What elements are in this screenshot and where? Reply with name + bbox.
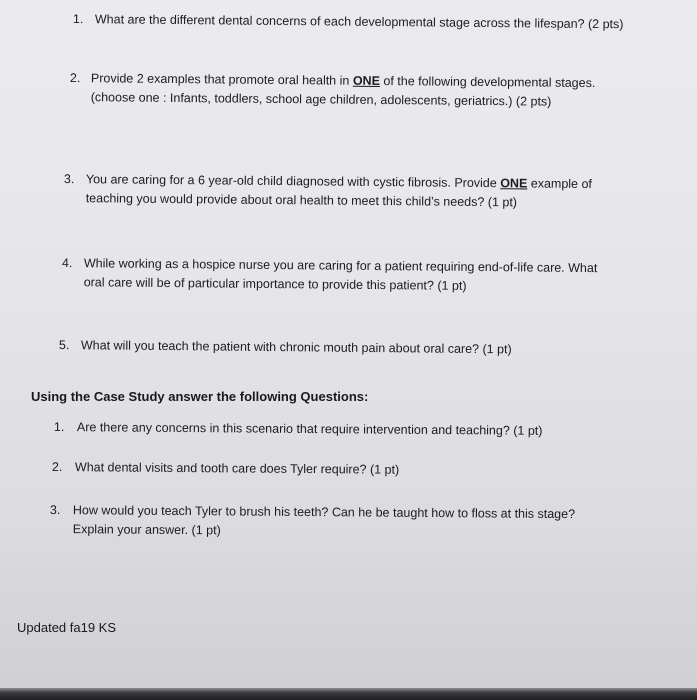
question-text: What will you teach the patient with chronic mouth pain about oral care? (1 pt) xyxy=(80,338,512,357)
question-number: 1. xyxy=(72,11,84,27)
question-text: What dental visits and tooth care does Tyler require? (1 pt) xyxy=(74,460,400,477)
question-number: 5. xyxy=(58,337,70,353)
question-text-line-1: Provide 2 examples that promote oral health in ONE of the following developmental stages. xyxy=(90,71,596,91)
question-text-line-2: oral care will be of particular importance to provide this patient? (1 pt) xyxy=(83,275,467,293)
question-number: 2. xyxy=(69,70,81,86)
question-text: Are there any concerns in this scenario that require intervention and teaching? (1 pt) xyxy=(76,420,543,438)
question-text-line-2: teaching you would provide about oral health to meet this child’s needs? (1 pt) xyxy=(85,191,518,210)
question-text-line-2: (choose one : Infants, toddlers, school age children, adolescents, geriatrics.) (2 pts) xyxy=(90,90,552,109)
desk-surface xyxy=(0,688,697,700)
question-text: What are the different dental concerns of each developmental stage across the lifespan? (2 pts) xyxy=(94,12,624,32)
emphasis-one: ONE xyxy=(500,176,528,191)
question-text-line-1: While working as a hospice nurse you are caring for a patient requiring end-of-life care. What xyxy=(83,256,598,276)
emphasis-one: ONE xyxy=(352,73,381,88)
question-number: 1. xyxy=(53,419,65,435)
question-number: 3. xyxy=(49,502,61,518)
case-study-heading: Using the Case Study answer the following Questions: xyxy=(31,389,369,404)
question-number: 4. xyxy=(61,255,73,271)
question-text-line-2: Explain your answer. (1 pt) xyxy=(72,522,221,538)
question-number: 2. xyxy=(51,459,63,475)
question-text-line-1: You are caring for a 6 year-old child diagnosed with cystic fibrosis. Provide ONE example of xyxy=(85,172,593,192)
question-number: 3. xyxy=(63,171,75,187)
updated-footer: Updated fa19 KS xyxy=(17,620,117,635)
question-text-line-1: How would you teach Tyler to brush his teeth? Can he be taught how to floss at this stage? xyxy=(72,503,576,522)
